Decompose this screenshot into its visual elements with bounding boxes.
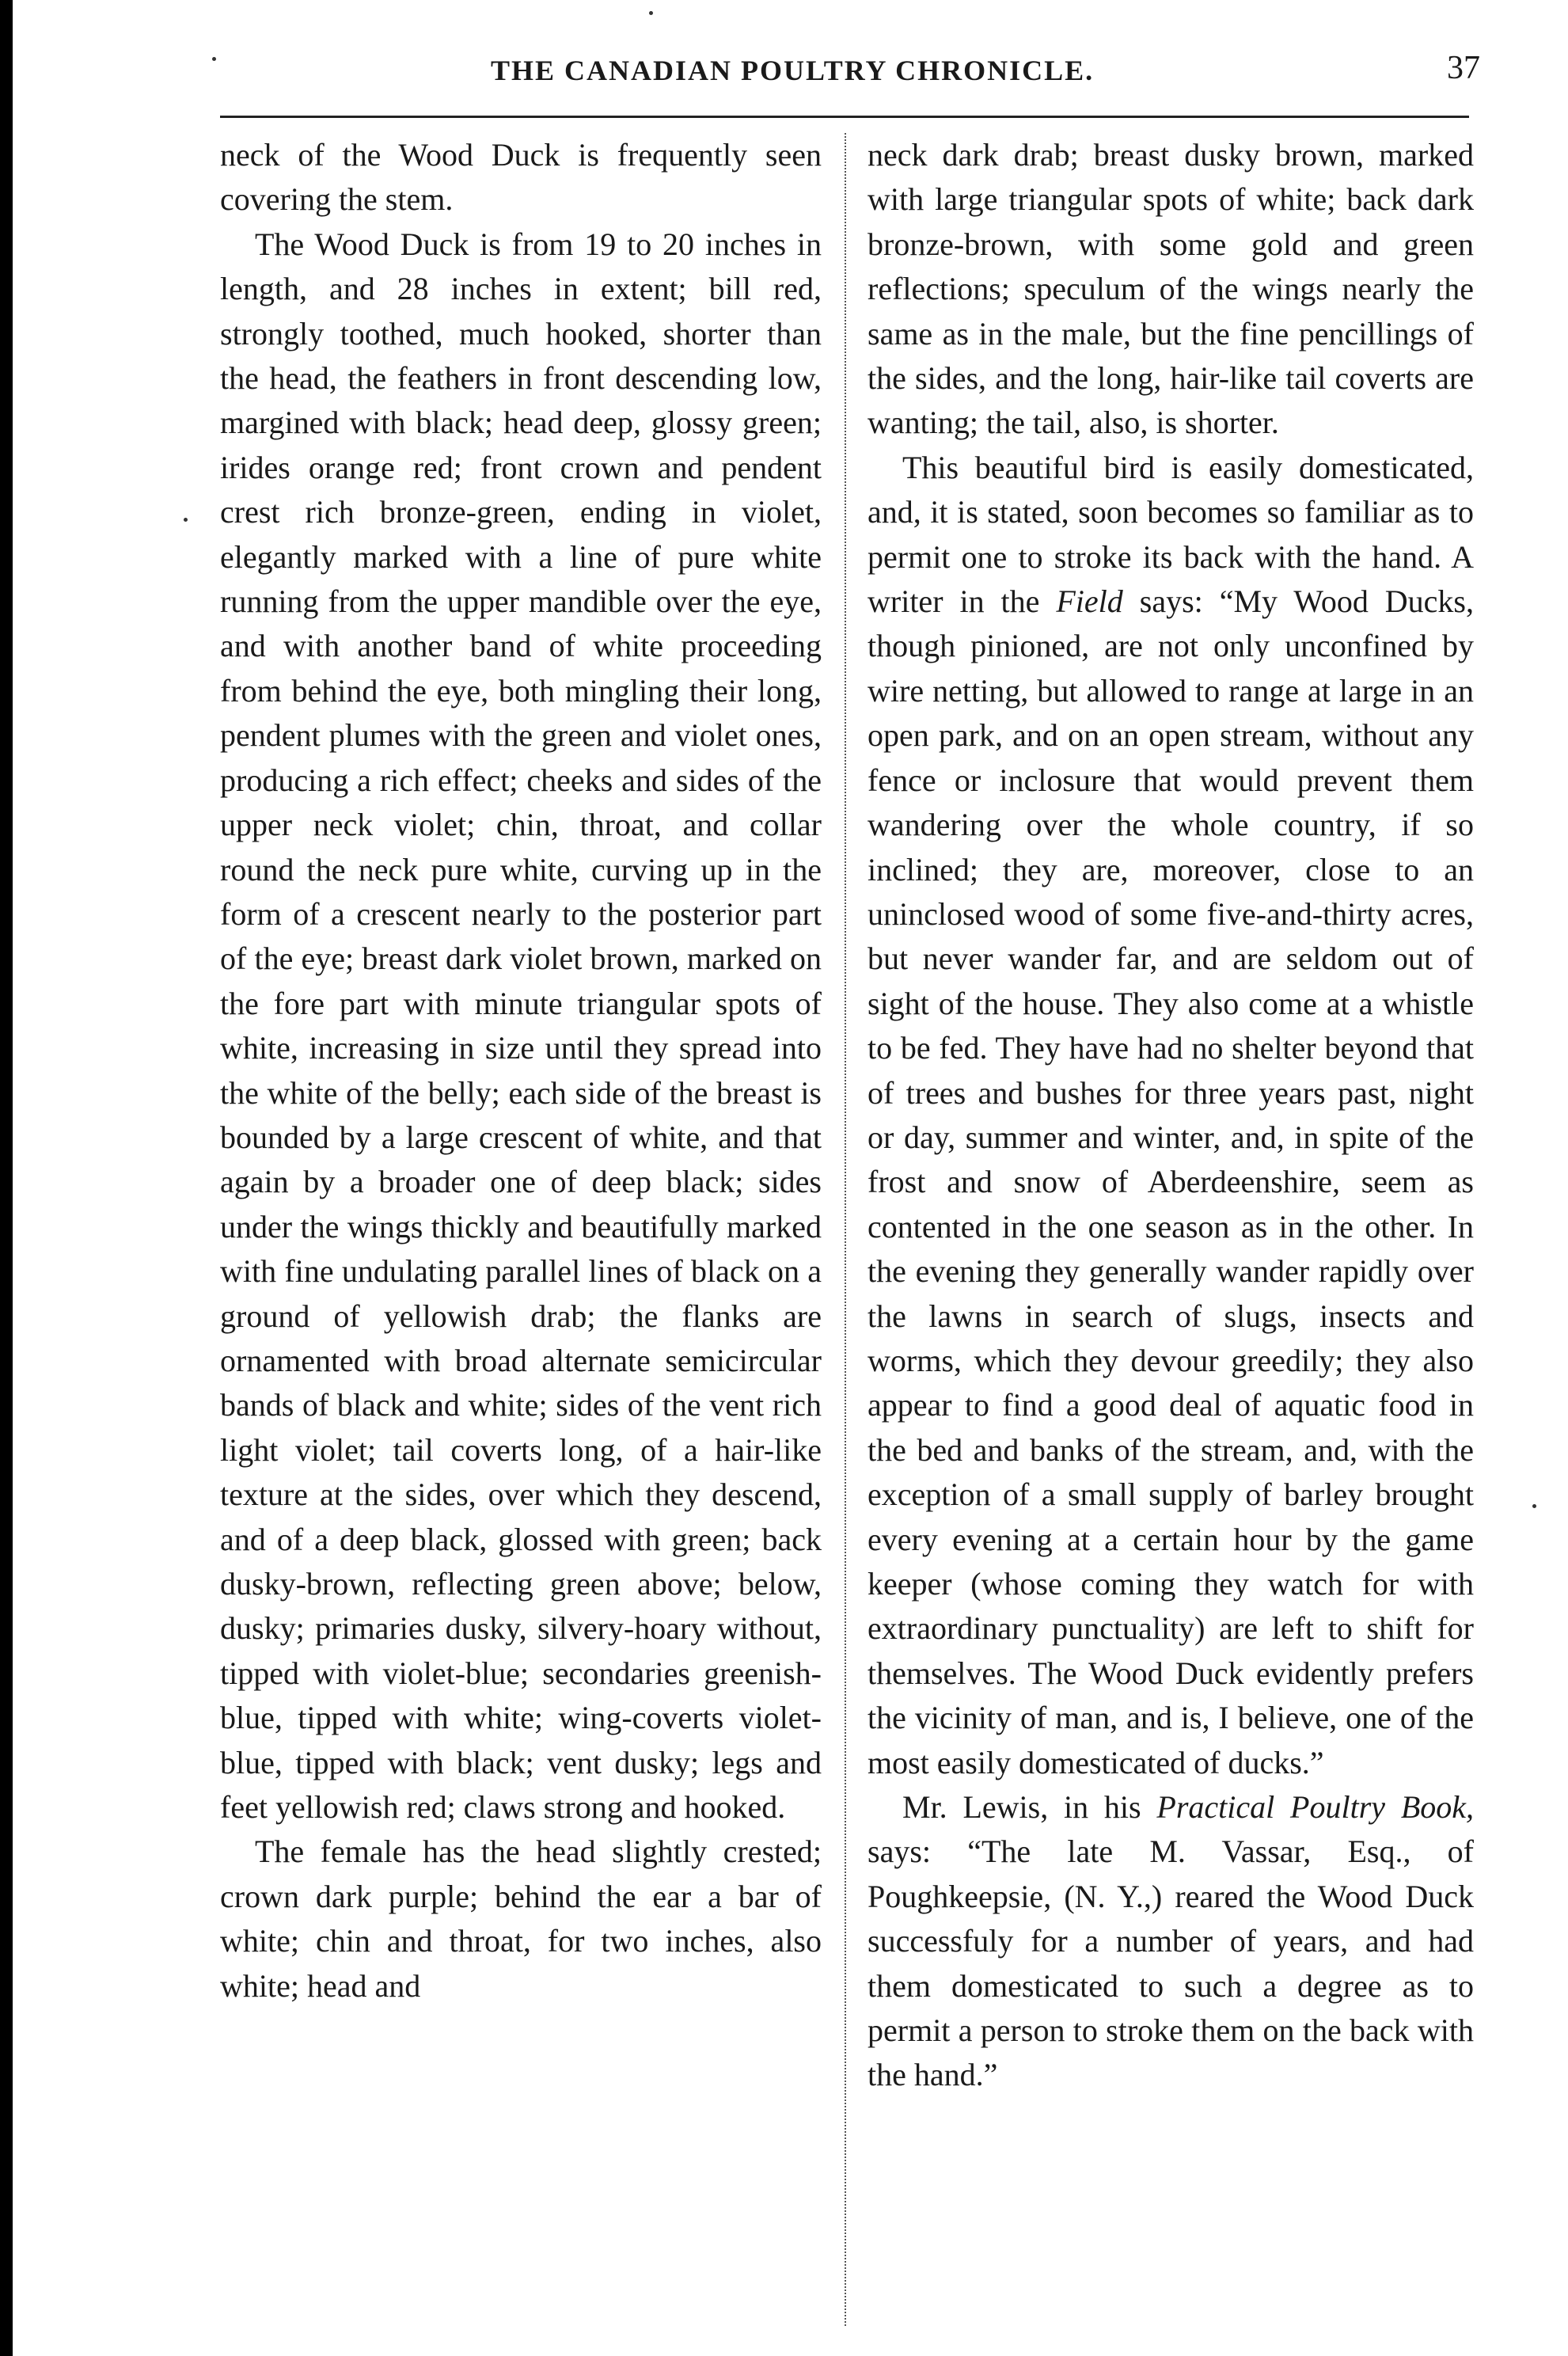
print-speck bbox=[212, 57, 216, 61]
paragraph bbox=[868, 1785, 1474, 2098]
paragraph: The Wood Duck is from 19 to 20 inches in length, and 28 inches in extent; bill red, strongly toothed, much hooked, shorter than the head, the feathers in front descending low, margined with black; head deep, glossy green; irides orange red; front crown and pendent crest rich bronze-green, ending in violet, elegantly marked with a line of pure white running from the upper mandible over the eye, and with another band of white proceeding from behind the eye, both mingling their long, pendent plumes with the green and violet ones, producing a rich effect; cheeks and sides of the upper neck violet; chin, throat, and collar round the neck pure white, curving up in the form of a crescent nearly to the posterior part of the eye; breast dark violet brown, marked on the fore part with minute triangular spots of white, increasing in size until they spread into the white of the belly; each side of the breast is bounded by a large crescent of white, and that again by a broader one of deep black; sides under the wings thickly and beautifully marked with fine undulating parallel lines of black on a ground of yellowish drab; the flanks are ornamented with broad alternate semicircular bands of black and white; sides of the vent rich light violet; tail coverts long, of a hair-like texture at the sides, over which they descend, and of a deep black, glossed with green; back dusky-brown, reflecting green above; below, dusky; primaries dusky, silvery-hoary without, tipped with violet-blue; secondaries greenish-blue, tipped with white; wing-coverts violet-blue, tipped with black; vent dusky; legs and feet yellowish red; claws strong and hooked. bbox=[220, 226, 822, 1826]
paragraph-text: This beautiful bird is easily domesticated, and, it is stated, soon becomes so familiar as to permit one to stroke its back with the hand. A writer in the bbox=[868, 449, 1474, 620]
header-rule bbox=[220, 116, 1469, 118]
column-divider bbox=[845, 133, 846, 2326]
binding-edge-shadow bbox=[0, 0, 13, 2356]
right-column bbox=[868, 133, 1474, 2098]
paragraph-text: Mr. Lewis, in his bbox=[902, 1789, 1157, 1826]
italic-publication-title: Field bbox=[1056, 583, 1123, 620]
paragraph-text: neck dark drab; breast dusky brown, marked with large triangular spots of white; back dark bronze-brown, with some gold and green reflections; speculum of the wings nearly the same as in the male, but the fine pencillings of the sides, and the long, hair-like tail coverts are wanting; the tail, also, is shorter. bbox=[868, 137, 1474, 441]
italic-book-title: Practical Poultry Book, bbox=[1156, 1789, 1475, 1826]
page-header bbox=[214, 48, 1480, 103]
paragraph: The female has the head slightly crested; crown dark purple; behind the ear a bar of white; chin and throat, for two inches, also white; head and bbox=[220, 1834, 822, 2004]
print-speck bbox=[184, 518, 188, 522]
page-number: 37 bbox=[1447, 50, 1480, 86]
running-title: THE CANADIAN POULTRY CHRONICLE. bbox=[491, 55, 1095, 86]
left-column bbox=[220, 133, 822, 2008]
paragraph bbox=[868, 133, 1474, 446]
print-speck bbox=[649, 11, 653, 15]
paragraph-text: says: “My Wood Ducks, though pinioned, are not only unconfined by wire netting, but allowed to range at large in an open park, and on an open stream, without any fence or inclosure that would prevent them wandering over the whole country, if so inclined; they are, moreover, close to an uninclosed wood of some five-and-thirty acres, but never wander far, and are seldom out of sight of the house. They also come at a whistle to be fed. They have had no shelter beyond that of trees and bushes for three years past, night or day, summer and winter, and, in spite of the frost and snow of Aberdeenshire, seem as contented in the one season as in the other. In the evening they generally wander rapidly over the lawns in search of slugs, insects and worms, which they devour greedily; they also appear to find a good deal of aquatic food in the bed and banks of the stream, and, with the exception of a small supply of barley brought every evening at a certain hour by the game keeper (whose coming they watch for with extraordinary punctuality) are left to shift for themselves. The Wood Duck evidently prefers the vicinity of man, and is, I believe, one of the most easily domesticated of ducks.” bbox=[868, 583, 1474, 1780]
paragraph-text: says: “The late M. Vassar, Esq., of Poughkeepsie, (N. Y.,) reared the Wood Duck successfuly for a number of years, and had them domesticated to such a degree as to permit a person to stroke them on the back with the hand.” bbox=[868, 1834, 1474, 2093]
print-speck bbox=[1532, 1504, 1536, 1508]
paragraph bbox=[868, 446, 1474, 1785]
paragraph: neck of the Wood Duck is frequently seen covering the stem. bbox=[220, 137, 822, 218]
